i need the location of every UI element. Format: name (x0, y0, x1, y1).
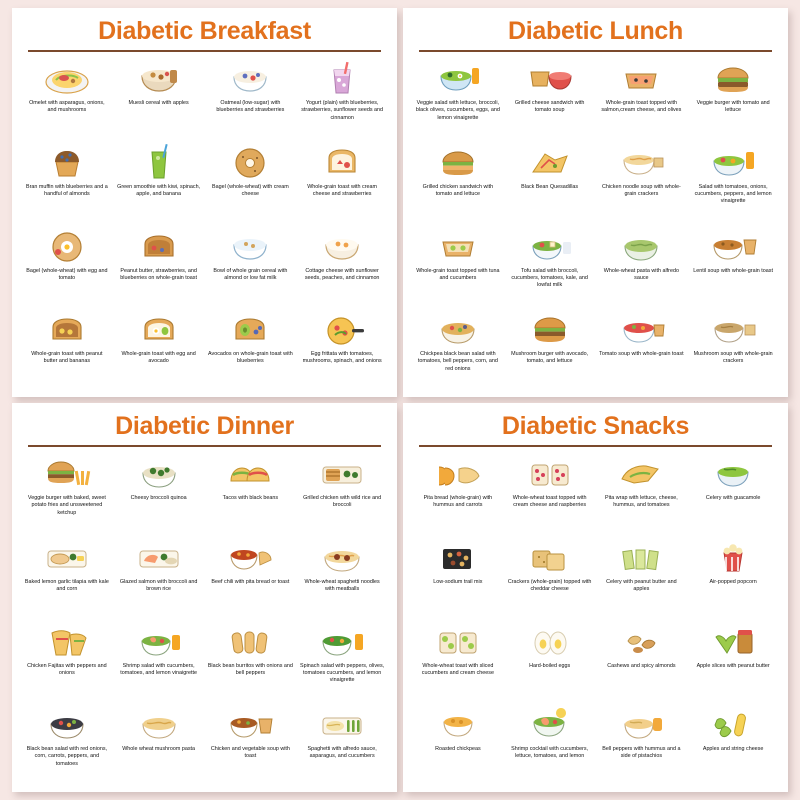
list-item (688, 704, 778, 786)
list-item (413, 226, 503, 308)
list-item (688, 142, 778, 224)
list-item-label: Pita wrap with lettuce, cheese, hummus, and tomatoes (604, 495, 678, 509)
list-item-label: Beef chili with pita bread or toast (211, 578, 290, 585)
list-item (688, 621, 778, 703)
list-item-label: Oatmeal (low-sugar) with blueberries and strawberries (216, 100, 285, 114)
cereal-bowl-icon (133, 59, 185, 99)
list-item (688, 226, 778, 308)
spaghetti-meatballs-icon (316, 538, 368, 578)
cashews-almonds-icon (615, 622, 667, 662)
toast-egg-avocado-icon (133, 310, 185, 350)
list-item-label: Lentil soup with whole-grain toast (693, 267, 773, 274)
avocado-blueberry-toast-icon (224, 310, 276, 350)
baked-tilapia-icon (41, 538, 93, 578)
list-item-label: Air-popped popcorn (709, 578, 757, 585)
hard-boiled-eggs-icon (524, 622, 576, 662)
list-item (22, 226, 112, 308)
chickpea-salad-icon (432, 310, 484, 350)
trail-mix-icon (432, 538, 484, 578)
black-bean-salad-icon (41, 705, 93, 745)
list-item-label: Cashews and spicy almonds (607, 662, 676, 669)
list-item (114, 537, 204, 619)
list-item (688, 453, 778, 535)
omelet-plate-icon (41, 59, 93, 99)
pita-hummus-carrots-icon (432, 454, 484, 494)
list-item-label: Shrimp cocktail with cucumbers, lettuce, tomatoes, and lemon (511, 746, 589, 760)
toast-cheese-raspberry-icon (524, 454, 576, 494)
list-item-label: Green smoothie with kiwi, spinach, apple, and banana (117, 183, 201, 198)
list-item (688, 309, 778, 391)
list-item (597, 309, 687, 391)
pita-wrap-icon (615, 454, 667, 494)
list-item-label: Hard-boiled eggs (529, 662, 571, 669)
list-item (206, 621, 296, 703)
list-item-label: Tomato soup with whole-grain toast (599, 351, 684, 358)
cucumber-cream-cheese-toast-icon (432, 622, 484, 662)
page-title: Diabetic Lunch (508, 17, 683, 45)
list-item (505, 453, 595, 535)
oatmeal-bowl-icon (224, 59, 276, 99)
veggie-burger-icon (707, 59, 759, 99)
list-item-label: Bagel (whole-wheat) with egg and tomato (26, 267, 108, 281)
list-item (297, 226, 387, 308)
toast-strawberry-icon (316, 143, 368, 183)
chicken-vegetable-soup-icon (224, 705, 276, 745)
list-item (597, 621, 687, 703)
page-title: Diabetic Dinner (115, 412, 294, 440)
tuna-toast-icon (432, 227, 484, 267)
peanut-butter-toast-icon (133, 227, 185, 267)
list-item-label: Whole-grain toast with cream cheese and strawberries (307, 183, 378, 198)
list-item (22, 704, 112, 786)
poster-breakfast (12, 8, 397, 397)
poster-snacks (403, 403, 788, 792)
list-item-label: Chicken Fajitas with peppers and onions (27, 662, 107, 676)
list-item (22, 309, 112, 391)
list-item (206, 453, 296, 535)
list-item-label: Black bean salad with red onions, corn, carrots, peppers, and tomatoes (26, 746, 108, 767)
page-title: Diabetic Breakfast (98, 17, 311, 45)
frittata-pan-icon (316, 310, 368, 350)
list-item (505, 537, 595, 619)
veggie-salad-bowl-icon (432, 59, 484, 99)
bell-peppers-hummus-icon (615, 705, 667, 745)
poster-lunch (403, 8, 788, 397)
alfredo-pasta-icon (615, 227, 667, 267)
list-item (597, 704, 687, 786)
list-item (413, 309, 503, 391)
bagel-egg-tomato-icon (41, 227, 93, 267)
list-item-label: Spaghetti with alfredo sauce, asparagus, and cucumbers (307, 746, 377, 760)
list-item (22, 142, 112, 224)
chicken-noodle-soup-icon (615, 143, 667, 183)
list-item-label: Bowl of whole grain cereal with almond or low fat milk (213, 267, 288, 281)
list-item (22, 453, 112, 535)
celery-peanut-butter-icon (615, 538, 667, 578)
shrimp-cocktail-icon (524, 705, 576, 745)
list-item-label: Grilled cheese sandwich with tomato soup (514, 100, 585, 114)
list-item (688, 537, 778, 619)
list-item-label: Whole-grain toast with peanut butter and bananas (31, 351, 103, 365)
list-item-label: Whole-wheat spaghetti noodles with meatballs (304, 578, 380, 593)
list-item-label: Bran muffin with blueberries and a handful of almonds (26, 183, 108, 198)
list-item-label: Celery with guacamole (705, 495, 761, 502)
list-item (114, 704, 204, 786)
list-item-label: Peanut butter, strawberries, and blueberries on whole-grain toast (120, 267, 197, 281)
title-divider (28, 50, 381, 52)
list-item-label: Black Bean Quesadillas (521, 183, 579, 190)
chicken-fajitas-icon (41, 622, 93, 662)
chicken-sandwich-icon (432, 143, 484, 183)
item-grid (22, 58, 387, 391)
list-item (413, 621, 503, 703)
list-item (297, 142, 387, 224)
item-grid (413, 58, 778, 391)
list-item-label: Bell peppers with hummus and a side of pistachios (602, 746, 681, 760)
list-item-label: Black bean burritos with onions and bell peppers (207, 662, 293, 676)
list-item (206, 58, 296, 140)
list-item-label: Shrimp salad with cucumbers, tomatoes, and lemon vinaigrette (120, 662, 197, 676)
list-item (597, 226, 687, 308)
title-divider (419, 445, 772, 447)
list-item (413, 537, 503, 619)
list-item (22, 621, 112, 703)
list-item (505, 621, 595, 703)
poster-dinner (12, 403, 397, 792)
page-title: Diabetic Snacks (501, 412, 690, 440)
shrimp-salad-icon (133, 622, 185, 662)
list-item-label: Yogurt (plain) with blueberries, strawberries, sunflower seeds and cinnamon (301, 100, 384, 121)
list-item (413, 142, 503, 224)
list-item-label: Egg frittata with tomatoes, mushrooms, spinach, and onions (302, 351, 382, 365)
grilled-chicken-rice-icon (316, 454, 368, 494)
list-item-label: Baked lemon garlic tilapia with kale and corn (24, 578, 109, 593)
list-item-label: Tacos with black beans (222, 495, 279, 502)
mushroom-pasta-icon (133, 705, 185, 745)
salmon-toast-icon (615, 59, 667, 99)
list-item (297, 704, 387, 786)
veggie-burger-fries-icon (41, 454, 93, 494)
mushroom-burger-icon (524, 310, 576, 350)
tofu-salad-icon (524, 227, 576, 267)
list-item (114, 58, 204, 140)
yogurt-smoothie-cup-icon (316, 59, 368, 99)
cottage-cheese-bowl-icon (316, 227, 368, 267)
list-item (114, 621, 204, 703)
list-item-label: Bagel (whole-wheat) with cream cheese (212, 183, 289, 198)
list-item (297, 453, 387, 535)
tomato-onion-salad-icon (707, 143, 759, 183)
celery-guacamole-icon (707, 454, 759, 494)
list-item (206, 704, 296, 786)
list-item (505, 226, 595, 308)
list-item-label: Whole-grain toast topped with salmon,cream cheese, and olives (601, 100, 682, 114)
list-item-label: Apple slices with peanut butter (696, 662, 770, 669)
list-item-label: Mushroom burger with avocado, tomato, and lettuce (511, 351, 589, 365)
apple-peanut-butter-jar-icon (707, 622, 759, 662)
item-grid (413, 453, 778, 786)
list-item (114, 309, 204, 391)
list-item (114, 453, 204, 535)
list-item (22, 537, 112, 619)
list-item-label: Whole-grain toast with egg and avocado (121, 351, 196, 365)
list-item (206, 142, 296, 224)
list-item-label: Celery with peanut butter and apples (606, 578, 677, 593)
muffin-icon (41, 143, 93, 183)
list-item-label: Tofu salad with broccoli, cucumbers, tomatoes, kale, and lowfat milk (511, 267, 588, 288)
list-item-label: Salad with tomatoes, onions, cucumbers, peppers, and lemon vinaigrette (694, 183, 772, 205)
list-item-label: Cottage cheese with sunflower seeds, peaches, and cinnamon (304, 267, 380, 281)
list-item-label: Omelet with asparagus, onions, and mushrooms (29, 100, 105, 114)
broccoli-quinoa-bowl-icon (133, 454, 185, 494)
list-item (597, 142, 687, 224)
list-item (297, 537, 387, 619)
lentil-soup-icon (707, 227, 759, 267)
list-item-label: Chicken noodle soup with whole-grain crackers (601, 183, 681, 198)
list-item-label: Low-sodium trail mix (433, 578, 483, 585)
spaghetti-alfredo-icon (316, 705, 368, 745)
list-item (206, 309, 296, 391)
list-item-label: Chickpea black bean salad with tomatoes, bell peppers, corn, and red onions (417, 351, 498, 372)
mushroom-soup-crackers-icon (707, 310, 759, 350)
list-item (297, 621, 387, 703)
list-item-label: Whole-grain toast topped with tuna and cucumbers (416, 267, 500, 281)
tacos-icon (224, 454, 276, 494)
toast-peanut-banana-icon (41, 310, 93, 350)
list-item-label: Veggie burger with baked, sweet potato fries and unsweetened ketchup (27, 495, 106, 516)
list-item (206, 226, 296, 308)
title-divider (28, 445, 381, 447)
cereal-milk-bowl-icon (224, 227, 276, 267)
list-item (413, 58, 503, 140)
list-item (22, 58, 112, 140)
list-item-label: Glazed salmon with broccoli and brown rice (119, 578, 198, 593)
bagel-icon (224, 143, 276, 183)
list-item-label: Veggie salad with lettuce, broccoli, black olives, cucumbers, eggs, and lemon vinaigrette (415, 100, 500, 121)
list-item (505, 142, 595, 224)
list-item-label: Pita bread (whole-grain) with hummus and carrots (423, 495, 493, 509)
list-item-label: Grilled chicken with wild rice and broccoli (303, 495, 382, 509)
list-item-label: Avocados on whole-grain toast with blueberries (208, 351, 293, 365)
list-item (114, 142, 204, 224)
list-item (505, 704, 595, 786)
crackers-cheddar-icon (524, 538, 576, 578)
list-item-label: Spinach salad with peppers, olives, tomatoes cucumbers, and lemon vinaigrette (300, 662, 385, 683)
list-item (597, 537, 687, 619)
list-item-label: Chicken and vegetable soup with toast (210, 746, 290, 760)
list-item (688, 58, 778, 140)
list-item-label: Whole-wheat pasta with alfredo sauce (603, 267, 679, 281)
apples-string-cheese-icon (707, 705, 759, 745)
list-item-label: Crackers (whole-grain) topped with cheddar cheese (507, 578, 592, 593)
list-item-label: Whole wheat mushroom pasta (122, 746, 196, 753)
roasted-chickpeas-icon (432, 705, 484, 745)
list-item-label: Apples and string cheese (702, 746, 764, 753)
beef-chili-pita-icon (224, 538, 276, 578)
title-divider (419, 50, 772, 52)
list-item (297, 309, 387, 391)
list-item-label: Whole-wheat toast with sliced cucumbers and cream cheese (421, 662, 494, 676)
list-item-label: Cheesy broccoli quinoa (130, 495, 187, 502)
green-smoothie-icon (133, 143, 185, 183)
item-grid (22, 453, 387, 786)
black-bean-burrito-icon (224, 622, 276, 662)
list-item (505, 309, 595, 391)
list-item-label: Whole-wheat toast topped with cream cheese and raspberries (512, 495, 587, 509)
list-item-label: Roasted chickpeas (435, 746, 481, 753)
list-item-label: Mushroom soup with whole-grain crackers (693, 351, 773, 365)
list-item (505, 58, 595, 140)
list-item-label: Grilled chicken sandwich with tomato and lettuce (422, 183, 494, 198)
list-item (413, 453, 503, 535)
popcorn-icon (707, 538, 759, 578)
list-item (597, 453, 687, 535)
list-item (597, 58, 687, 140)
list-item (206, 537, 296, 619)
list-item (413, 704, 503, 786)
grilled-cheese-soup-icon (524, 59, 576, 99)
tomato-soup-toast-icon (615, 310, 667, 350)
list-item-label: Muesli cereal with apples (128, 100, 189, 107)
list-item (114, 226, 204, 308)
list-item-label: Veggie burger with tomato and lettuce (696, 100, 770, 114)
list-item (297, 58, 387, 140)
quesadilla-icon (524, 143, 576, 183)
spinach-salad-icon (316, 622, 368, 662)
glazed-salmon-icon (133, 538, 185, 578)
